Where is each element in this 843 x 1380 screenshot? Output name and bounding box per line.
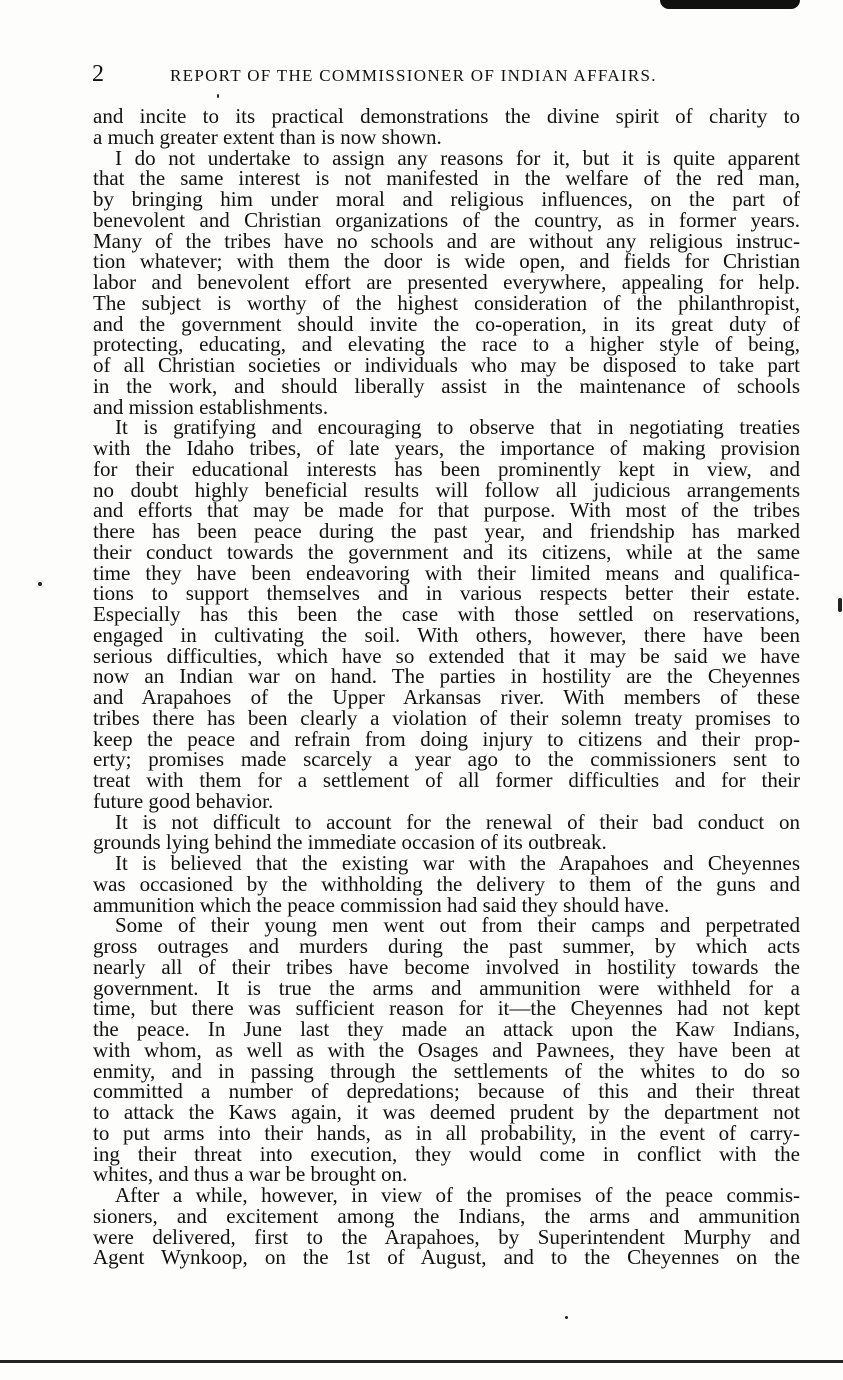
text-line: by bringing him under moral and religious influences, on the part of [93, 187, 800, 211]
text-line: in the work, and should liberally assist in the maintenance of schools [93, 373, 800, 398]
text-line: and mission establishments. [93, 394, 329, 419]
text-line: labor and benevolent effort are presented everywhere, appealing for help. [93, 270, 800, 294]
text-line: It is believed that the existing war with the Arapahoes and Cheyennes [115, 851, 800, 875]
text-line: and Arapahoes of the Upper Arkansas river. With members of these [93, 685, 800, 709]
text-line: to attack the Kaws again, it was deemed prudent by the department not [93, 1100, 800, 1124]
bottom-rule [0, 1360, 843, 1363]
text-line: government. It is true the arms and ammunition were withheld for a [93, 975, 800, 1000]
text-line: and efforts that may be made for that purpose. With most of the tribes [93, 498, 800, 523]
text-line: It is gratifying and encouraging to observe that in negotiating treaties [115, 415, 800, 440]
text-line: that the same interest is not manifested in the welfare of the red man, [93, 166, 800, 191]
ink-speck [217, 94, 219, 98]
text-line: Many of the tribes have no schools and are without any religious instruc- [93, 228, 800, 253]
text-line: tion whatever; with them the door is wide open, and fields for Christian [93, 249, 800, 274]
text-line: committed a number of depredations; because of this and their threat [93, 1079, 800, 1104]
ink-speck [838, 598, 842, 612]
text-line: benevolent and Christian organizations of the country, as in former years. [93, 207, 800, 232]
text-line: serious difficulties, which have so extended that it may be said we have [93, 643, 800, 668]
text-line: there has been peace during the past year, and friendship has marked [93, 519, 800, 543]
text-line: protecting, educating, and elevating the race to a higher style of being, [93, 332, 800, 357]
text-line: Especially has this been the case with those settled on reservations, [93, 602, 800, 626]
text-line: future good behavior. [93, 788, 274, 813]
text-line: for their educational interests has been prominently kept in view, and [93, 456, 800, 481]
text-line: sioners, and excitement among the Indians, the arms and ammunition [93, 1203, 800, 1228]
text-line: were delivered, first to the Arapahoes, by Superintendent Murphy and [93, 1224, 800, 1249]
body-text [93, 106, 800, 1268]
text-line: tions to support themselves and in various respects better their estate. [93, 581, 800, 606]
text-line: The subject is worthy of the highest consideration of the philanthropist, [93, 290, 800, 315]
text-line: nearly all of their tribes have become involved in hostility towards the [93, 954, 800, 979]
page-header [92, 60, 802, 90]
text-line: ammunition which the peace commission had said they should have. [93, 892, 670, 917]
text-line: enmity, and in passing through the settlements of the whites to do so [93, 1058, 800, 1083]
text-line: keep the peace and refrain from doing injury to citizens and their prop- [93, 726, 800, 751]
text-line: with the Idaho tribes, of late years, the importance of making provision [93, 436, 800, 460]
text-line: After a while, however, in view of the promises of the peace commis- [115, 1183, 800, 1207]
text-line: erty; promises made scarcely a year ago to the commissioners sent to [93, 747, 800, 772]
text-line: was occasioned by the withholding the delivery to them of the guns and [93, 871, 800, 896]
text-line: and incite to its practical demonstrations the divine spirit of charity to [93, 104, 800, 128]
text-line: no doubt highly beneficial results will follow all judicious arrangements [93, 477, 800, 502]
text-line: the peace. In June last they made an attack upon the Kaw Indians, [93, 1017, 800, 1041]
text-line: their conduct towards the government and its citizens, while at the same [93, 539, 800, 564]
text-line: engaged in cultivating the soil. With others, however, there have been [93, 622, 800, 647]
ink-speck [38, 582, 42, 586]
text-line: time, but there was sufficient reason for it—the Cheyennes had not kept [93, 996, 800, 1021]
text-line: I do not undertake to assign any reasons for it, but it is quite apparent [115, 145, 800, 170]
text-line: now an Indian war on hand. The parties in hostility are the Cheyennes [93, 664, 800, 689]
text-line: Some of their young men went out from their camps and perpetrated [115, 913, 800, 938]
page-number: 2 [92, 61, 104, 87]
text-line: tribes there has been clearly a violation of their solemn treaty promises to [93, 705, 800, 730]
text-line: a much greater extent than is now shown. [93, 124, 442, 149]
text-line: grounds lying behind the immediate occasion of its outbreak. [93, 830, 607, 855]
text-line: gross outrages and murders during the past summer, by which acts [93, 934, 800, 958]
text-line: whites, and thus a war be brought on. [93, 1162, 408, 1187]
text-line: of all Christian societies or individuals who may be disposed to take part [93, 353, 800, 377]
text-line: with whom, as well as with the Osages and Pawnees, they have been at [93, 1037, 800, 1062]
text-line: treat with them for a settlement of all former difficulties and for their [93, 768, 800, 792]
text-line: ing their threat into execution, they would come in conflict with the [93, 1141, 800, 1166]
binding-mark [660, 0, 800, 9]
text-line: Agent Wynkoop, on the 1st of August, and to the Cheyennes on the [93, 1245, 800, 1270]
ink-speck [565, 1316, 568, 1319]
text-line: It is not difficult to account for the renewal of their bad conduct on [115, 809, 800, 834]
text-line: time they have been endeavoring with their limited means and qualifica- [93, 560, 800, 585]
text-line: to put arms into their hands, as in all probability, in the event of carry- [93, 1120, 800, 1145]
running-head: REPORT OF THE COMMISSIONER OF INDIAN AFFAIRS. [170, 66, 657, 85]
text-line: and the government should invite the co-operation, in its great duty of [93, 311, 800, 336]
